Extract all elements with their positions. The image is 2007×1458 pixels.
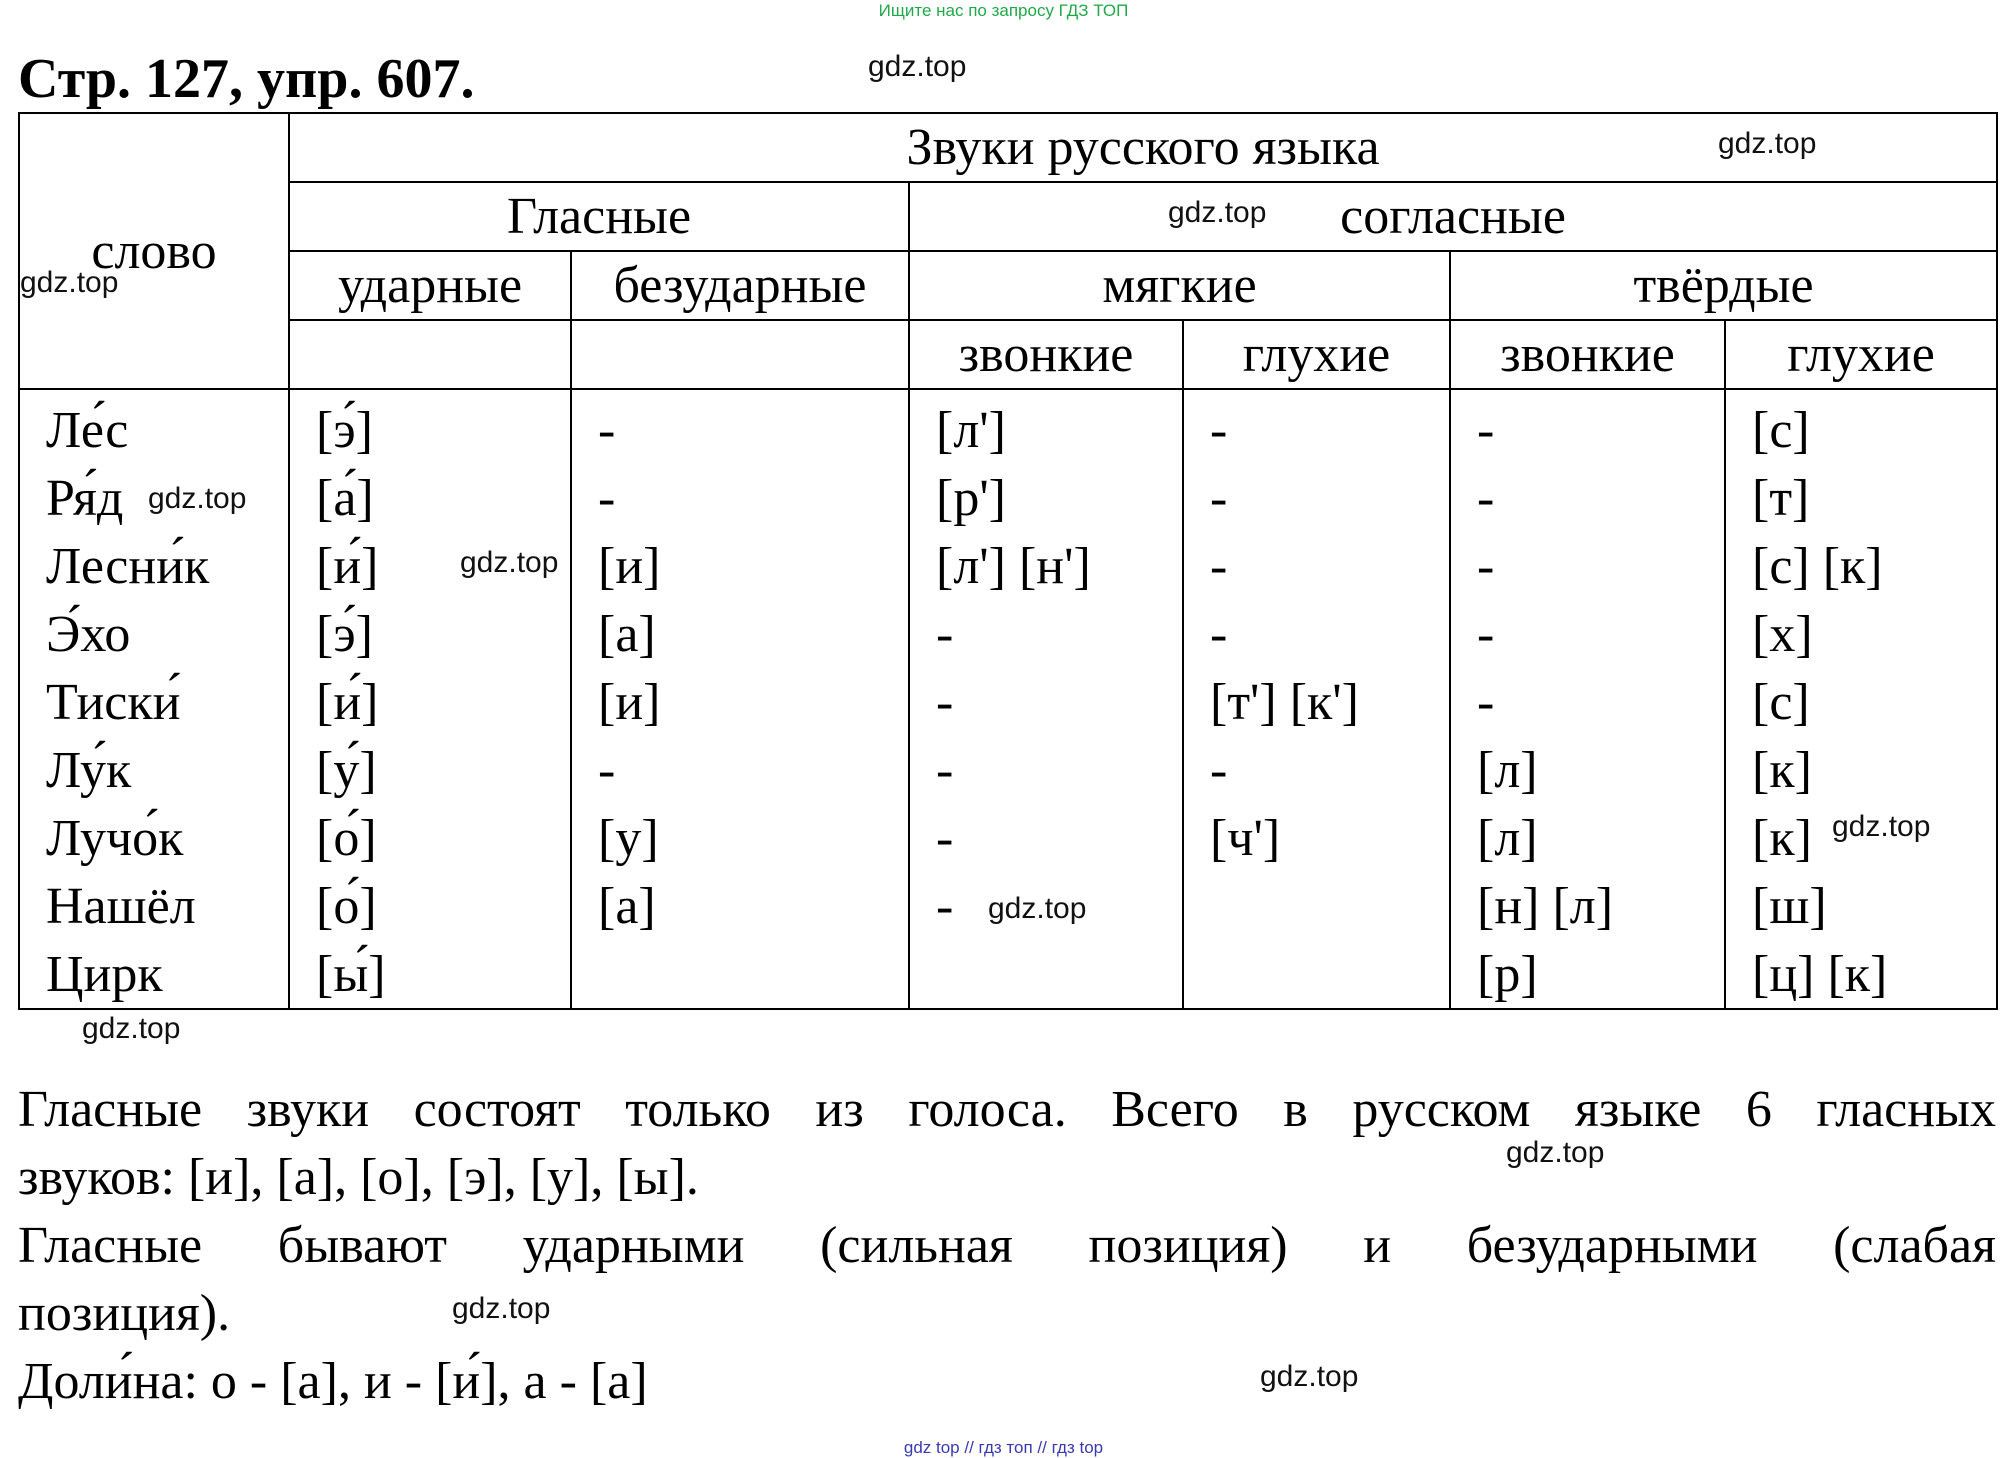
cell-soft-voiced: [л'] [н'] (909, 532, 1183, 600)
cell-hard-voiceless: [к] (1725, 804, 1997, 872)
header-soft: мягкие (909, 251, 1450, 320)
cell-unstressed: [а] (571, 600, 909, 668)
paragraph-example: Доли́на: о - [а], и - [и́], а - [а] (18, 1353, 648, 1410)
header-hard-voiced: звонкие (1450, 320, 1725, 389)
cell-word: Лесни́к (19, 532, 289, 600)
header-unstressed: безударные (571, 251, 909, 320)
watermark: gdz.top (1260, 1360, 1359, 1393)
cell-soft-voiced (909, 940, 1183, 1009)
bottom-links (0, 1438, 2007, 1458)
cell-hard-voiceless: [с] (1725, 668, 1997, 736)
page-title: Стр. 127, упр. 607. (18, 48, 475, 110)
cell-word: Цирк (19, 940, 289, 1009)
paragraph-vowels-line2: звуков: [и], [а], [о], [э], [у], [ы]. (18, 1149, 699, 1206)
paragraph-stress-line2: позиция). (18, 1285, 231, 1342)
table-row (19, 668, 1997, 736)
cell-soft-voiced: - (909, 804, 1183, 872)
cell-hard-voiceless: [к] (1725, 736, 1997, 804)
cell-stressed: [э́] (289, 389, 571, 464)
cell-stressed: [ы́] (289, 940, 571, 1009)
cell-stressed: [у́] (289, 736, 571, 804)
table-row (19, 600, 1997, 668)
sounds-table (18, 112, 1998, 1010)
cell-hard-voiced: - (1450, 532, 1725, 600)
header-group: Звуки русского языка (289, 113, 1997, 182)
cell-soft-voiceless: [т'] [к'] (1183, 668, 1450, 736)
header-hard-voiceless: глухие (1725, 320, 1997, 389)
footer-separator: // (964, 1438, 974, 1457)
header-word: слово (19, 113, 289, 389)
cell-soft-voiced: - (909, 600, 1183, 668)
cell-soft-voiceless (1183, 940, 1450, 1009)
footer-link[interactable]: гдз top (1051, 1438, 1104, 1457)
paragraph-vowels-line1: Гласные звуки состоят только из голоса. Всего в русском языке 6 гласных (18, 1081, 1996, 1138)
header-empty-stressed (289, 320, 571, 389)
cell-hard-voiced: - (1450, 464, 1725, 532)
cell-hard-voiceless: [с] (1725, 389, 1997, 464)
cell-unstressed: [у] (571, 804, 909, 872)
watermark: gdz.top (1832, 810, 1931, 843)
cell-hard-voiced: - (1450, 668, 1725, 736)
table-row (19, 389, 1997, 464)
cell-hard-voiced: [л] (1450, 736, 1725, 804)
cell-unstressed: - (571, 736, 909, 804)
cell-stressed: [о́] (289, 804, 571, 872)
watermark: gdz.top (82, 1012, 181, 1045)
cell-hard-voiced: [л] (1450, 804, 1725, 872)
header-vowels: Гласные (289, 182, 909, 251)
table-row (19, 464, 1997, 532)
cell-hard-voiced: [р] (1450, 940, 1725, 1009)
cell-stressed: [о́] (289, 872, 571, 940)
cell-unstressed (571, 940, 909, 1009)
watermark: gdz.top (1506, 1136, 1605, 1169)
header-stressed: ударные (289, 251, 571, 320)
footer-link[interactable]: гдз топ (978, 1438, 1033, 1457)
cell-word: Тиски́ (19, 668, 289, 736)
paragraph-stress-line1: Гласные бывают ударными (сильная позиция) и безударными (слабая (18, 1217, 1996, 1274)
watermark: gdz.top (452, 1292, 551, 1325)
cell-hard-voiced: [н] [л] (1450, 872, 1725, 940)
header-soft-voiced: звонкие (909, 320, 1183, 389)
cell-unstressed: [а] (571, 872, 909, 940)
table-row (19, 804, 1997, 872)
cell-stressed: [и́] (289, 532, 571, 600)
cell-soft-voiced: - (909, 736, 1183, 804)
footer-separator: // (1037, 1438, 1047, 1457)
cell-word: Э́хо (19, 600, 289, 668)
cell-word: Нашёл (19, 872, 289, 940)
cell-hard-voiceless: [т] (1725, 464, 1997, 532)
cell-unstressed: - (571, 464, 909, 532)
table-row (19, 532, 1997, 600)
table-row (19, 940, 1997, 1009)
cell-hard-voiceless: [ш] (1725, 872, 1997, 940)
cell-hard-voiceless: [ц] [к] (1725, 940, 1997, 1009)
cell-soft-voiceless: - (1183, 532, 1450, 600)
cell-soft-voiceless: - (1183, 464, 1450, 532)
header-soft-voiceless: глухие (1183, 320, 1450, 389)
header-consonants: согласные (909, 182, 1997, 251)
cell-word: Ле́с (19, 389, 289, 464)
top-banner: Ищите нас по запросу ГДЗ ТОП (878, 1, 1129, 20)
watermark: gdz.top (988, 892, 1087, 925)
cell-soft-voiced: - (909, 872, 1183, 940)
watermark: gdz.top (20, 266, 119, 299)
cell-soft-voiceless: - (1183, 736, 1450, 804)
cell-stressed: [и́] (289, 668, 571, 736)
cell-soft-voiced: - (909, 668, 1183, 736)
cell-word: Лучо́к (19, 804, 289, 872)
header-hard: твёрдые (1450, 251, 1997, 320)
watermark: gdz.top (1168, 196, 1267, 229)
cell-word: Ря́д (19, 464, 289, 532)
cell-stressed: [э́] (289, 600, 571, 668)
footer-link[interactable]: gdz top (903, 1438, 960, 1457)
header-empty-unstressed (571, 320, 909, 389)
cell-soft-voiced: [р'] (909, 464, 1183, 532)
cell-soft-voiced: [л'] (909, 389, 1183, 464)
cell-stressed: [а́] (289, 464, 571, 532)
cell-soft-voiceless (1183, 872, 1450, 940)
watermark: gdz.top (868, 50, 967, 83)
cell-soft-voiceless: - (1183, 389, 1450, 464)
cell-unstressed: - (571, 389, 909, 464)
cell-unstressed: [и] (571, 668, 909, 736)
cell-soft-voiceless: [ч'] (1183, 804, 1450, 872)
cell-hard-voiced: - (1450, 389, 1725, 464)
cell-soft-voiceless: - (1183, 600, 1450, 668)
table-row (19, 736, 1997, 804)
watermark: gdz.top (460, 546, 559, 579)
cell-hard-voiceless: [х] (1725, 600, 1997, 668)
watermark: gdz.top (1718, 127, 1817, 160)
cell-hard-voiceless: [с] [к] (1725, 532, 1997, 600)
cell-hard-voiced: - (1450, 600, 1725, 668)
cell-word: Лу́к (19, 736, 289, 804)
watermark: gdz.top (148, 482, 247, 515)
cell-unstressed: [и] (571, 532, 909, 600)
